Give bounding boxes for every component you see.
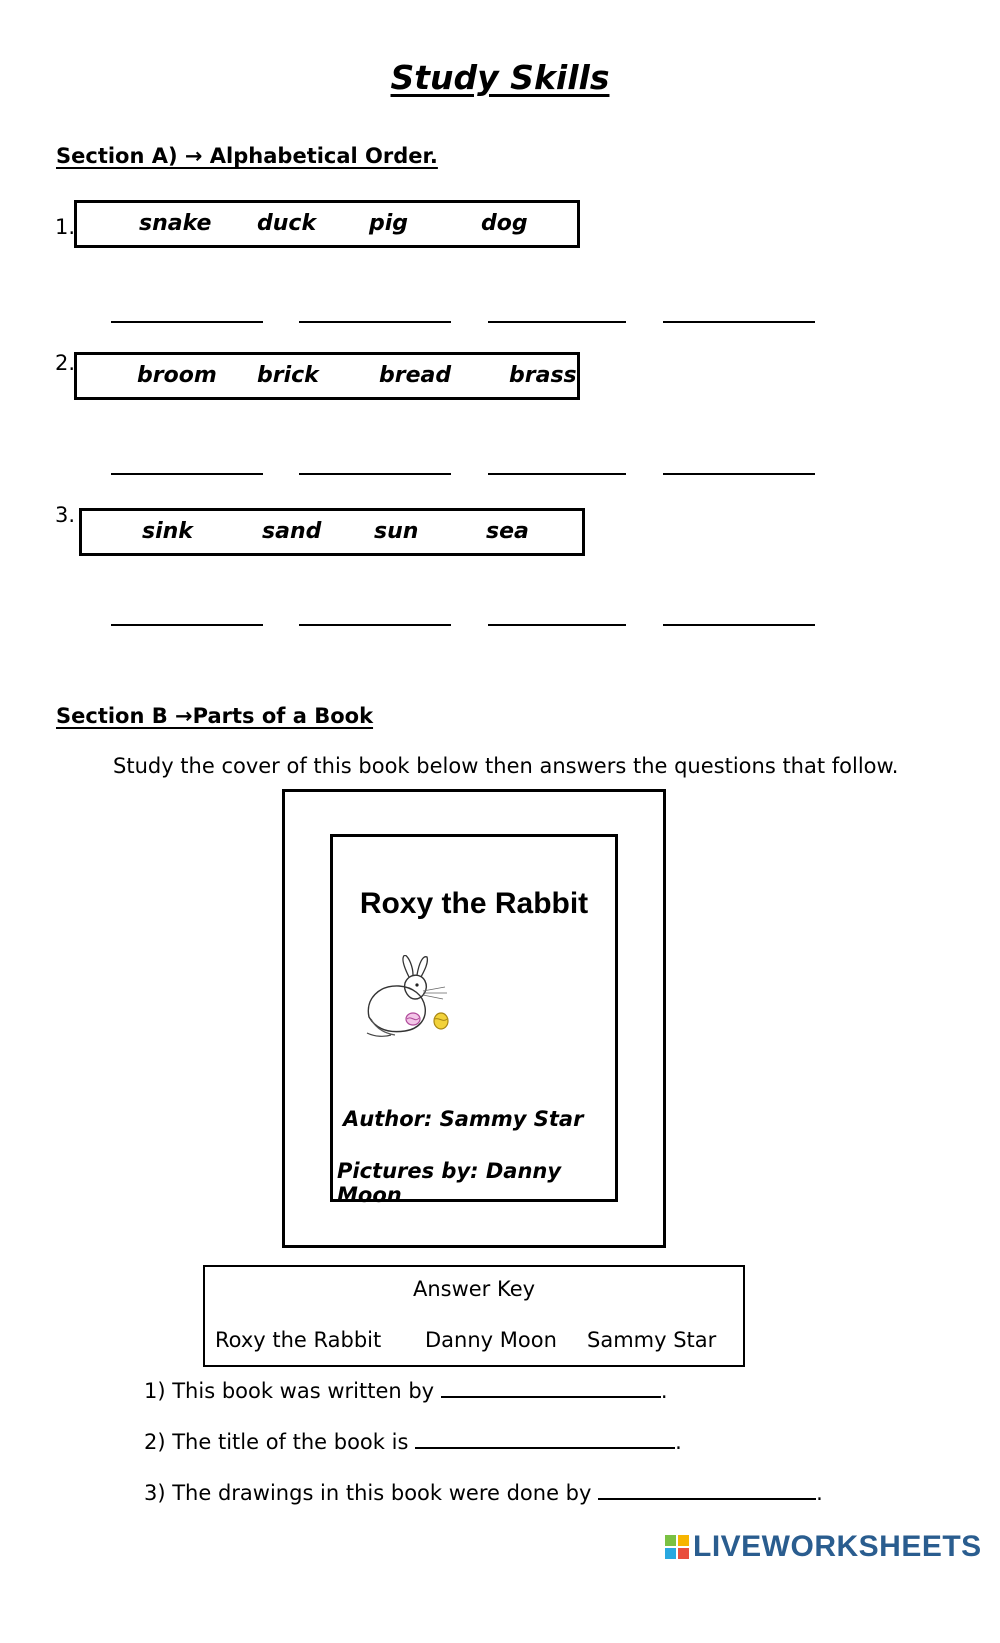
word: duck xyxy=(257,211,317,236)
answer-key-label: Answer Key xyxy=(412,1277,536,1301)
word: sun xyxy=(374,519,419,544)
answer-blank[interactable] xyxy=(299,321,451,323)
question-line xyxy=(144,1480,823,1505)
word: brass xyxy=(509,363,577,388)
question-number: 2. xyxy=(55,351,76,375)
book-author: Author: Sammy Star xyxy=(343,1107,584,1131)
answer-blank[interactable] xyxy=(598,1480,816,1500)
word: brick xyxy=(257,363,319,388)
book-cover-inner xyxy=(330,834,618,1207)
question-number: 1. xyxy=(55,215,76,239)
question-line xyxy=(144,1378,668,1403)
word: bread xyxy=(379,363,452,388)
question-line xyxy=(144,1429,682,1454)
word: sea xyxy=(486,519,529,544)
section-a-heading: Section A) → Alphabetical Order. xyxy=(56,144,438,168)
liveworksheets-logo xyxy=(664,1530,982,1564)
word: sink xyxy=(142,519,193,544)
answer-blank[interactable] xyxy=(111,624,263,626)
rabbit-illustration xyxy=(361,955,461,1045)
answer-option[interactable]: Roxy the Rabbit xyxy=(215,1328,382,1352)
question-number: 3. xyxy=(55,503,76,527)
answer-blank[interactable] xyxy=(663,624,815,626)
answer-key-box xyxy=(203,1265,745,1367)
answer-blank[interactable] xyxy=(488,624,626,626)
question-end: . xyxy=(816,1481,823,1505)
book-title: Roxy the Rabbit xyxy=(359,887,589,920)
word-box xyxy=(79,508,585,556)
answer-option[interactable]: Sammy Star xyxy=(587,1328,717,1352)
word: snake xyxy=(139,211,212,236)
answer-blank[interactable] xyxy=(488,321,626,323)
word: pig xyxy=(369,211,409,236)
question-end: . xyxy=(675,1430,682,1454)
question-text: 3) The drawings in this book were done by xyxy=(144,1481,592,1505)
answer-blank[interactable] xyxy=(299,473,451,475)
word: dog xyxy=(481,211,528,236)
word: broom xyxy=(137,363,217,388)
answer-blank[interactable] xyxy=(111,473,263,475)
answer-blank[interactable] xyxy=(441,1378,661,1398)
book-illustrator: Pictures by: Danny Moon xyxy=(337,1159,562,1207)
logo-icon xyxy=(664,1534,690,1560)
word: sand xyxy=(262,519,322,544)
page-title: Study Skills xyxy=(390,58,610,97)
question-text: 1) This book was written by xyxy=(144,1379,435,1403)
answer-blank[interactable] xyxy=(111,321,263,323)
answer-blank[interactable] xyxy=(488,473,626,475)
answer-option[interactable]: Danny Moon xyxy=(425,1328,557,1352)
section-b-heading: Section B →Parts of a Book xyxy=(56,704,374,728)
instruction-text: Study the cover of this book below then answers the questions that follow. xyxy=(113,754,899,778)
logo-text: LIVEWORKSHEETS xyxy=(693,1530,982,1563)
question-end: . xyxy=(660,1379,668,1403)
answer-blank[interactable] xyxy=(663,321,815,323)
word-box xyxy=(74,200,580,248)
answer-blank[interactable] xyxy=(663,473,815,475)
word-box xyxy=(74,352,580,400)
answer-blank[interactable] xyxy=(299,624,451,626)
answer-blank[interactable] xyxy=(415,1429,675,1449)
question-text: 2) The title of the book is xyxy=(144,1430,409,1454)
